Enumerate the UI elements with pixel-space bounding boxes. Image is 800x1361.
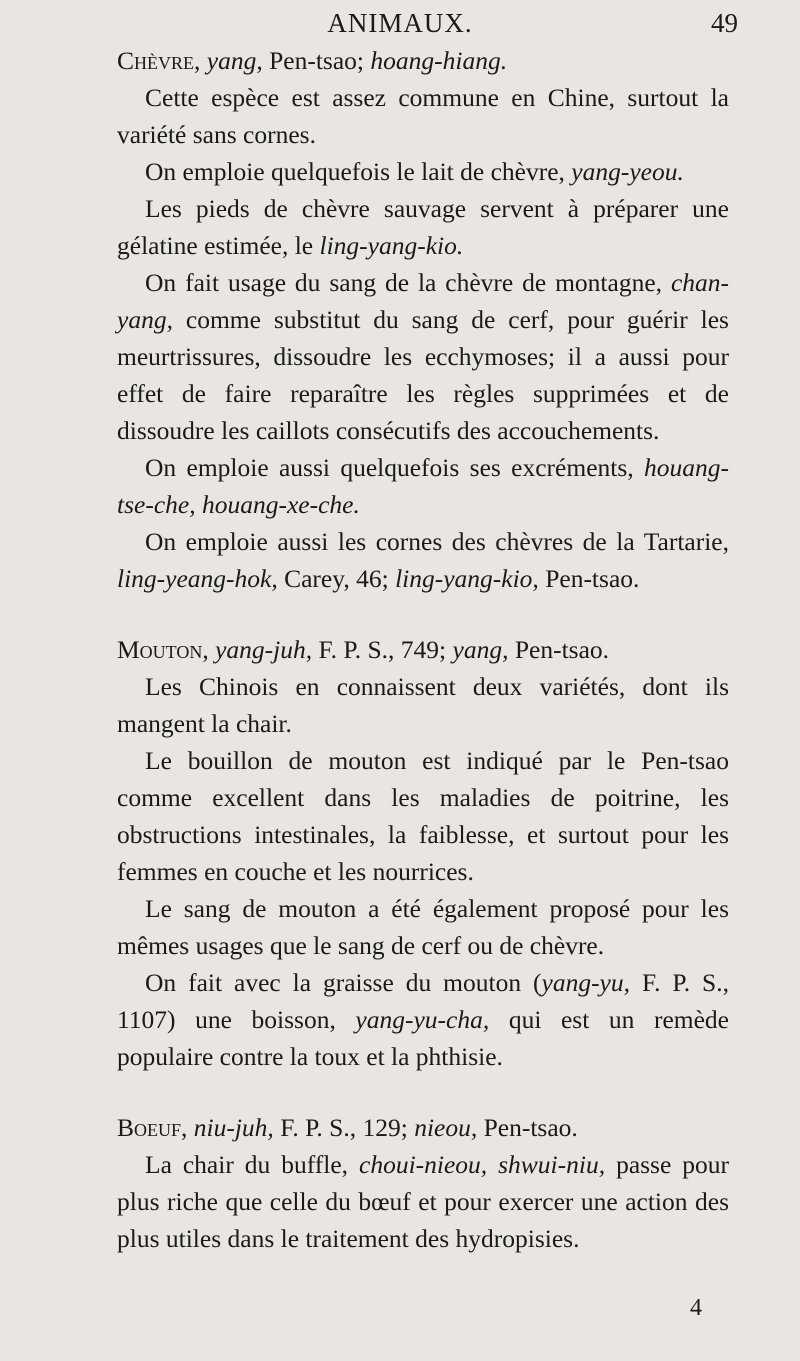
paragraph xyxy=(117,79,729,153)
entry-heading-boeuf xyxy=(117,1109,729,1146)
paragraph xyxy=(117,523,729,597)
paragraph-text: passe pour plus riche que celle du bœuf et pour exercer une action des plus utiles dans le traitement des hydropisies. xyxy=(117,1150,729,1253)
running-title: ANIMAUX. xyxy=(327,8,473,38)
paragraph-text: On emploie quelquefois le lait de chèvre, xyxy=(145,157,572,186)
heading-text: Pen-tsao. xyxy=(508,635,610,664)
heading-italic: yang, xyxy=(206,46,263,75)
paragraph xyxy=(117,449,729,523)
heading-text: , xyxy=(181,1113,194,1142)
paragraph-text: Les pieds de chèvre sauvage servent à préparer une gélatine estimée, le xyxy=(117,194,729,260)
paragraph-italic: choui-nieou, shwui-niu, xyxy=(359,1150,606,1179)
paragraph-text: On emploie aussi les cornes des chèvres de la Tartarie, xyxy=(145,527,729,556)
entry-heading-chevre xyxy=(117,42,729,79)
paragraph-text: La chair du buffle, xyxy=(145,1150,359,1179)
paragraph xyxy=(117,1146,729,1257)
heading-italic: yang, xyxy=(452,635,509,664)
paragraph-text: On emploie aussi quelquefois ses excréments, xyxy=(145,453,644,482)
heading-text: F. P. S., 749; xyxy=(312,635,453,664)
heading-text: , xyxy=(202,635,216,664)
paragraph-italic: yang-yeou. xyxy=(571,157,684,186)
paragraph-text: Carey, 46; xyxy=(277,564,396,593)
paragraph-italic: ling-yang-kio, xyxy=(395,564,539,593)
page-body xyxy=(117,42,729,1257)
entry-term: Mouton xyxy=(117,635,203,664)
paragraph-italic: yang-yu-cha, xyxy=(355,1005,490,1034)
paragraph-text: Le sang de mouton a été également proposé pour les mêmes usages que le sang de cerf ou de chèvre. xyxy=(117,894,729,960)
entry-term: Chèvre xyxy=(117,46,195,75)
page-number: 49 xyxy=(711,8,738,38)
paragraph-text: On fait avec la graisse du mouton ( xyxy=(145,968,542,997)
heading-italic: nieou, xyxy=(414,1113,478,1142)
paragraph-text: Les Chinois en connaissent deux variétés, dont ils mangent la chair. xyxy=(117,672,729,738)
signature-mark: 4 xyxy=(690,1295,702,1321)
entry-term: Boeuf xyxy=(117,1113,182,1142)
paragraph xyxy=(117,668,729,742)
paragraph xyxy=(117,190,729,264)
paragraph-text: F. P. S., 1107) une boisson, xyxy=(117,968,729,1034)
paragraph xyxy=(117,153,729,190)
paragraph-text: comme substitut du sang de cerf, pour guérir les meurtrissures, dissoudre les ecchymoses; il a aussi pour effet de faire reparaître les règles supprimées et de dissoudre les caillots consécutifs des accouchements. xyxy=(117,305,729,445)
paragraph-italic: yang-yu, xyxy=(541,968,631,997)
paragraph xyxy=(117,964,729,1075)
paragraph xyxy=(117,890,729,964)
paragraph-text: Pen-tsao. xyxy=(538,564,640,593)
paragraph-text: Cette espèce est assez commune en Chine, surtout la variété sans cornes. xyxy=(117,83,729,149)
heading-text: Pen-tsao; xyxy=(262,46,371,75)
heading-italic: yang-juh, xyxy=(215,635,313,664)
paragraph-text: qui est un remède populaire contre la toux et la phthisie. xyxy=(117,1005,729,1071)
paragraph-italic: ling-yang-kio. xyxy=(319,231,464,260)
paragraph-italic: ling-yeang-hok, xyxy=(117,564,278,593)
entry-heading-mouton xyxy=(117,631,729,668)
heading-text: F. P. S., 129; xyxy=(273,1113,415,1142)
paragraph-text: On fait usage du sang de la chèvre de montagne, xyxy=(145,268,671,297)
heading-text: Pen-tsao. xyxy=(477,1113,578,1142)
heading-text: , xyxy=(194,46,207,75)
paragraph xyxy=(117,264,729,449)
heading-italic: hoang-hiang. xyxy=(370,46,508,75)
heading-italic: niu-juh, xyxy=(193,1113,274,1142)
paragraph-text: Le bouillon de mouton est indiqué par le Pen-tsao comme excellent dans les maladies de poitrine, les obstructions intestinales, la faiblesse, et surtout pour les femmes en couche et les nourrices. xyxy=(117,746,729,886)
paragraph-italic: houang-tse-che, houang-xe-che. xyxy=(117,453,729,519)
paragraph xyxy=(117,742,729,890)
paragraph-italic: chan-yang, xyxy=(117,268,729,334)
